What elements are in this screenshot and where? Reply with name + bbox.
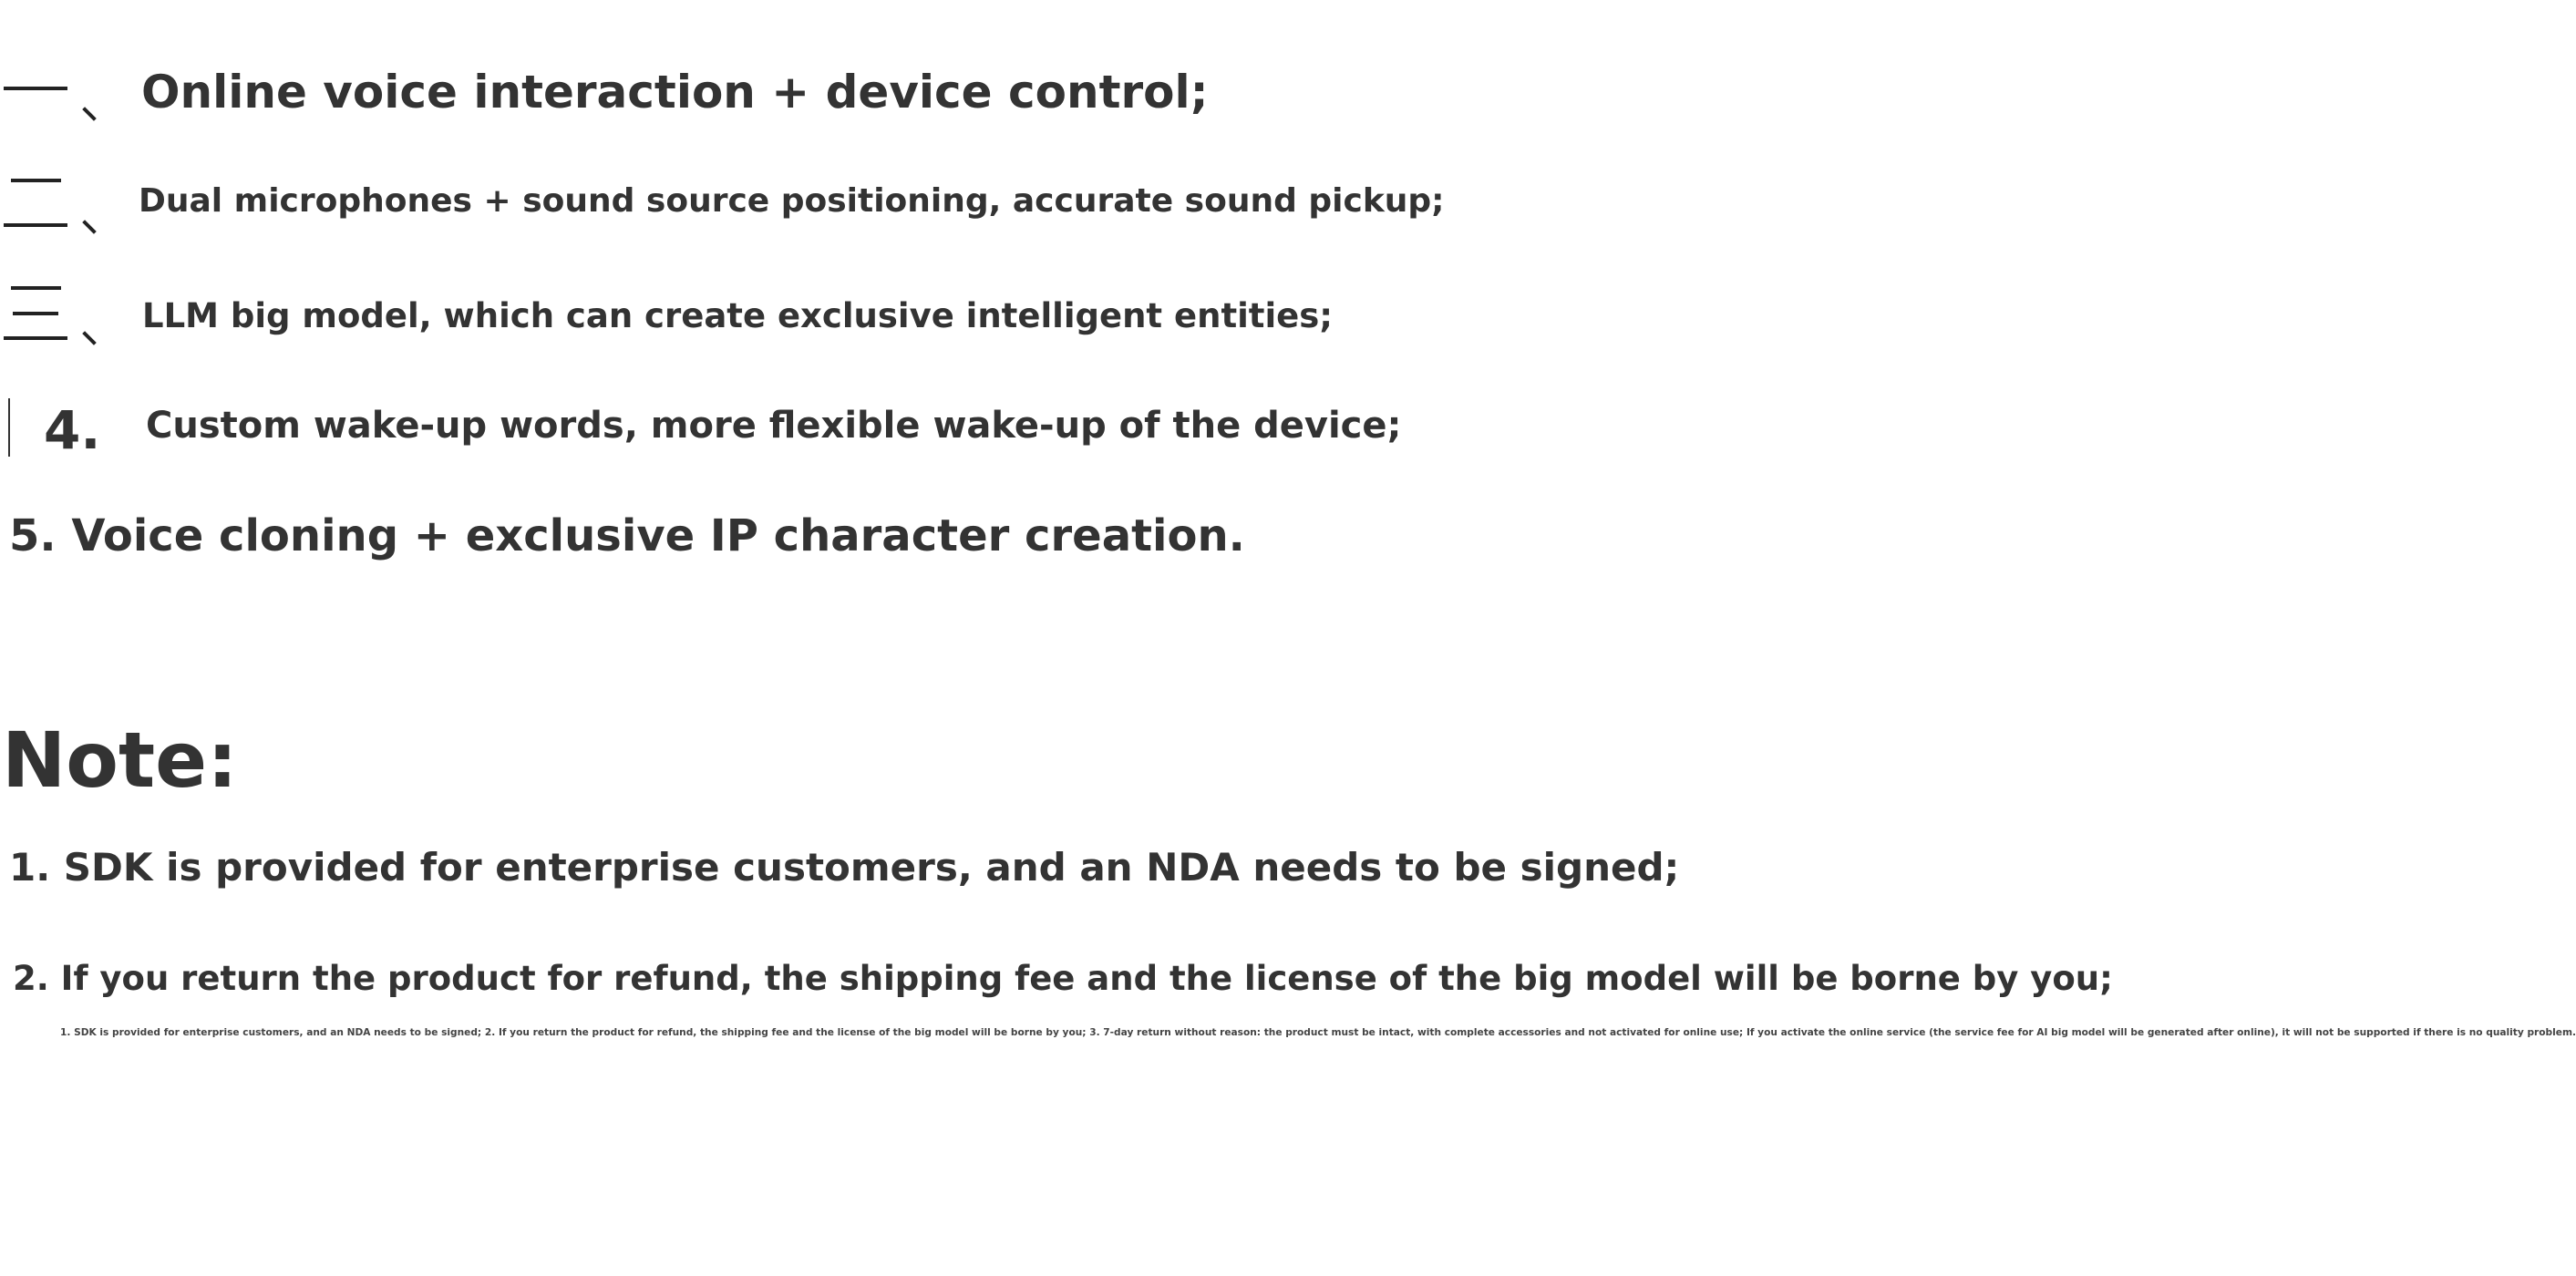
note-item-1: 1. SDK is provided for enterprise customers, and an NDA needs to be signed; (9, 845, 1680, 890)
marker-comma (82, 220, 97, 234)
note-heading: Note: (2, 715, 238, 805)
feature-2-text: Dual microphones + sound source positioning, accurate sound pickup; (139, 182, 1445, 220)
feature-5-text: 5. Voice cloning + exclusive IP character creation. (9, 510, 1245, 561)
feature-4-text: Custom wake-up words, more flexible wake-up of the device; (146, 405, 1402, 447)
note-item-2: 2. If you return the product for refund, the shipping fee and the license of the big model will be borne by you; (13, 959, 2113, 998)
marker-stroke (4, 336, 67, 340)
note-fine-print: 1. SDK is provided for enterprise customers, and an NDA needs to be signed; 2. If you return the product for refund, the shipping fee and the license of the big model will be borne by you; 3. 7-day return without reason: the product must be intact, with complete accessories and not activated for online use; If you activate the online service (the service fee for AI big model will be generated after online), it will not be supported if there is no quality problem. (60, 1027, 2576, 1038)
marker-stroke (11, 286, 61, 290)
marker-stroke (13, 312, 58, 315)
marker-stroke (4, 223, 67, 227)
feature-3-text: LLM big model, which can create exclusive intelligent entities; (142, 296, 1334, 335)
marker-comma (82, 331, 97, 345)
feature-4-marker: 4. (44, 399, 101, 461)
marker-comma (82, 107, 97, 121)
marker-stroke (11, 179, 61, 182)
marker-stroke (4, 87, 67, 90)
feature-4-bar (8, 398, 10, 457)
feature-1-text: Online voice interaction + device control; (141, 66, 1209, 118)
